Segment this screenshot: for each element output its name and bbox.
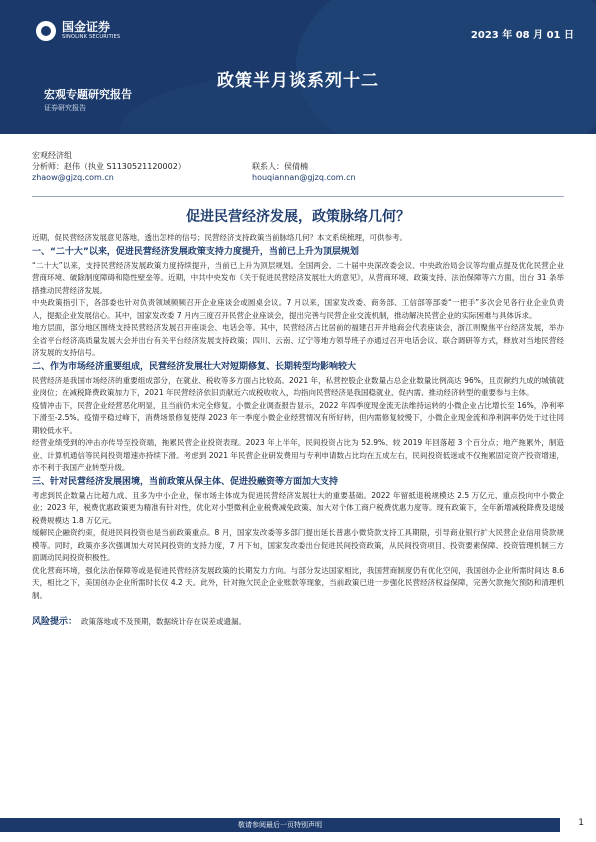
divider [32, 196, 564, 197]
paragraph: 地方层面，部分地区围绕支持民营经济发展召开座谈会、电话会等。其中，民营经济占比居前的福建召开并地商会代表座谈会，浙江则聚焦平台经济发展，举办全省平台经济高质量发展大会并出台有关平台经济发展支持政策；四川、云南、辽宁等地方领导班子亦通过召开电话会议、联合调研等方式，释放对当地民营经济发展的支持信号。 [32, 323, 564, 357]
logo-name-en: SINOLINK SECURITIES [62, 34, 121, 40]
contact-name: 联系人：侯倩楠 [252, 162, 308, 171]
report-header [0, 0, 596, 134]
company-logo [36, 18, 120, 44]
report-subtype: 证券研究报告 [44, 104, 86, 112]
page-footer [0, 812, 596, 842]
paragraph: 缓解民企融资约束，促进民间投资也是当前政策重点。8 月，国家发改委等多部门提出延长普惠小微贷款支持工具期限，引导商业银行扩大民营企业信用贷款规模等。同时，政策亦多次强调加大对民间投资的支持力度，7 月下旬，国家发改委出台促进民间投资政策，从民间投资项目、投资要素保障、投资管理机制三方面调动民间投资积极性。 [32, 528, 564, 562]
author-block [32, 150, 356, 183]
logo-icon [36, 21, 56, 41]
intro-paragraph: 近期，促民营经济发展意见落地，透出怎样的信号；民营经济支持政策当前脉络几何？本文系统梳理，可供参考。 [32, 233, 407, 242]
paragraph: 考虑到民企数量占比超九成、且多为中小企业，保市场主体成为促进民营经济发展壮大的重要基础。2022 年留抵退税规模达 2.5 万亿元、重点投向中小微企业；2023 年，税费优惠政策更为精准有针对性，优化对小型微利企业税费减免政策、加大对个体工商户税费优惠力度等。现有政策下，全年新增减税降费及退缓税费规模达 1.8 万亿元。 [32, 490, 564, 525]
report-date: 2023 年 08 月 01 日 [470, 30, 574, 41]
paragraph: 优化营商环境，强化法治保障等或是促进民营经济发展政策的长期发力方向。与部分发达国家相比，我国营商制度仍有优化空间，我国创办企业所需时间达 8.6 天，相比之下，美国创办企业所需时长仅 4.2 天。此外，针对拖欠民企企业账款等现象，当前政策已进一步强化民营经济权益保障，完善欠款拖欠预防和清理机制。 [32, 565, 564, 600]
report-type: 宏观专题研究报告 [44, 88, 132, 101]
paragraph: “二十大”以来，支持民营经济发展政策力度持续提升，当前已上升为顶层规划。全国两会、二十届中央深改委会议、中央政治局会议等均重点提及优化民营企业营商环境、破除制度障碍和隐性壁垒等。近期，中共中央发布《关于促进民营经济发展壮大的意见》，从营商环境、政策支持、法治保障等六方面，出台 31 条举措推动民营经济发展。 [32, 260, 564, 295]
report-body [32, 232, 564, 629]
analyst-name: 分析师：赵伟（执业 S1130521120002） [32, 162, 186, 171]
contact-email[interactable]: houqiannan@gjzq.com.cn [252, 173, 356, 182]
risk-warning [32, 616, 564, 629]
research-group: 宏观经济组 [32, 151, 72, 160]
page-number: 1 [578, 818, 584, 828]
paragraph: 民营经济是我国市场经济的重要组成部分，在就业、税收等多方面占比较高。2021 年，私营控股企业数量占总企业数量比例高达 96%，且贡献约九成的城镇就业岗位；在减税降费政策加力下，2021 年民营经济依旧贡献近六成税收收入，均指向民营经济是我国稳就业、促内需、推动经济转型的重要参与主体。 [32, 375, 564, 397]
section-heading: 二、作为市场经济重要组成，民营经济发展壮大对短期修复、长期转型均影响较大 [32, 361, 357, 372]
risk-label: 风险提示： [32, 617, 78, 627]
document-title: 促进民营经济发展，政策脉络几何？ [186, 209, 410, 225]
section-heading: 一、“二十大”以来，促进民营经济发展政策支持力度提升，当前已上升为顶层规划 [32, 246, 359, 257]
series-title: 政策半月谈系列十二 [217, 71, 379, 91]
analyst-email[interactable]: zhaow@gjzq.com.cn [32, 173, 114, 182]
section-heading: 三、针对民营经济发展困境，当前政策从保主体、促进投融资等方面加大支持 [32, 476, 339, 487]
risk-text: 政策落地或不及预期，数据统计存在误差或遗漏。 [81, 617, 247, 626]
logo-name-cn: 国金证券 [62, 20, 111, 34]
paragraph: 疫情冲击下，民营企业经营恶化明显，且当前仍未完全修复。小微企业调查报告显示，2022 年四季度现金流无法维持运转的小微企业占比增长至 16%，净利率下滑至-2.5%。疫情平稳过峰下，消费场景修复使得 2023 年一季度小微企业经营情况有所好转，但内需修复较慢下，小微企业现金流和净利润率仍处于过往同期较低水平。 [32, 400, 564, 435]
paragraph: 中央政策指引下，各部委也针对负责领域频频召开企业座谈会或圆桌会议。7 月以来，国家发改委、商务部、工信部等部委“一把手”多次会见各行业企业负责人，提振企业发展信心。其中，国家发改委 7 月内三度召开民营企业座谈会，提出完善与民营企业交流机制，推动解决民营企业的实际困难与具体诉求。 [32, 298, 564, 320]
footer-disclaimer: 敬请参阅最后一页特别声明 [238, 821, 322, 829]
paragraph: 经营业绩受到的冲击亦传导至投资端，拖累民营企业投资表现。2023 年上半年，民间投资占比为 52.9%、较 2019 年回落超 3 个百分点；地产拖累外，制造业、计算机通信等民间投资增速亦持续下滑。考虑到 2021 年民营企业研发费用与专利申请数占比均在五成左右，民间投资低迷或不仅拖累固定资产投资增速，亦不利于我国产业转型升级。 [32, 438, 564, 472]
